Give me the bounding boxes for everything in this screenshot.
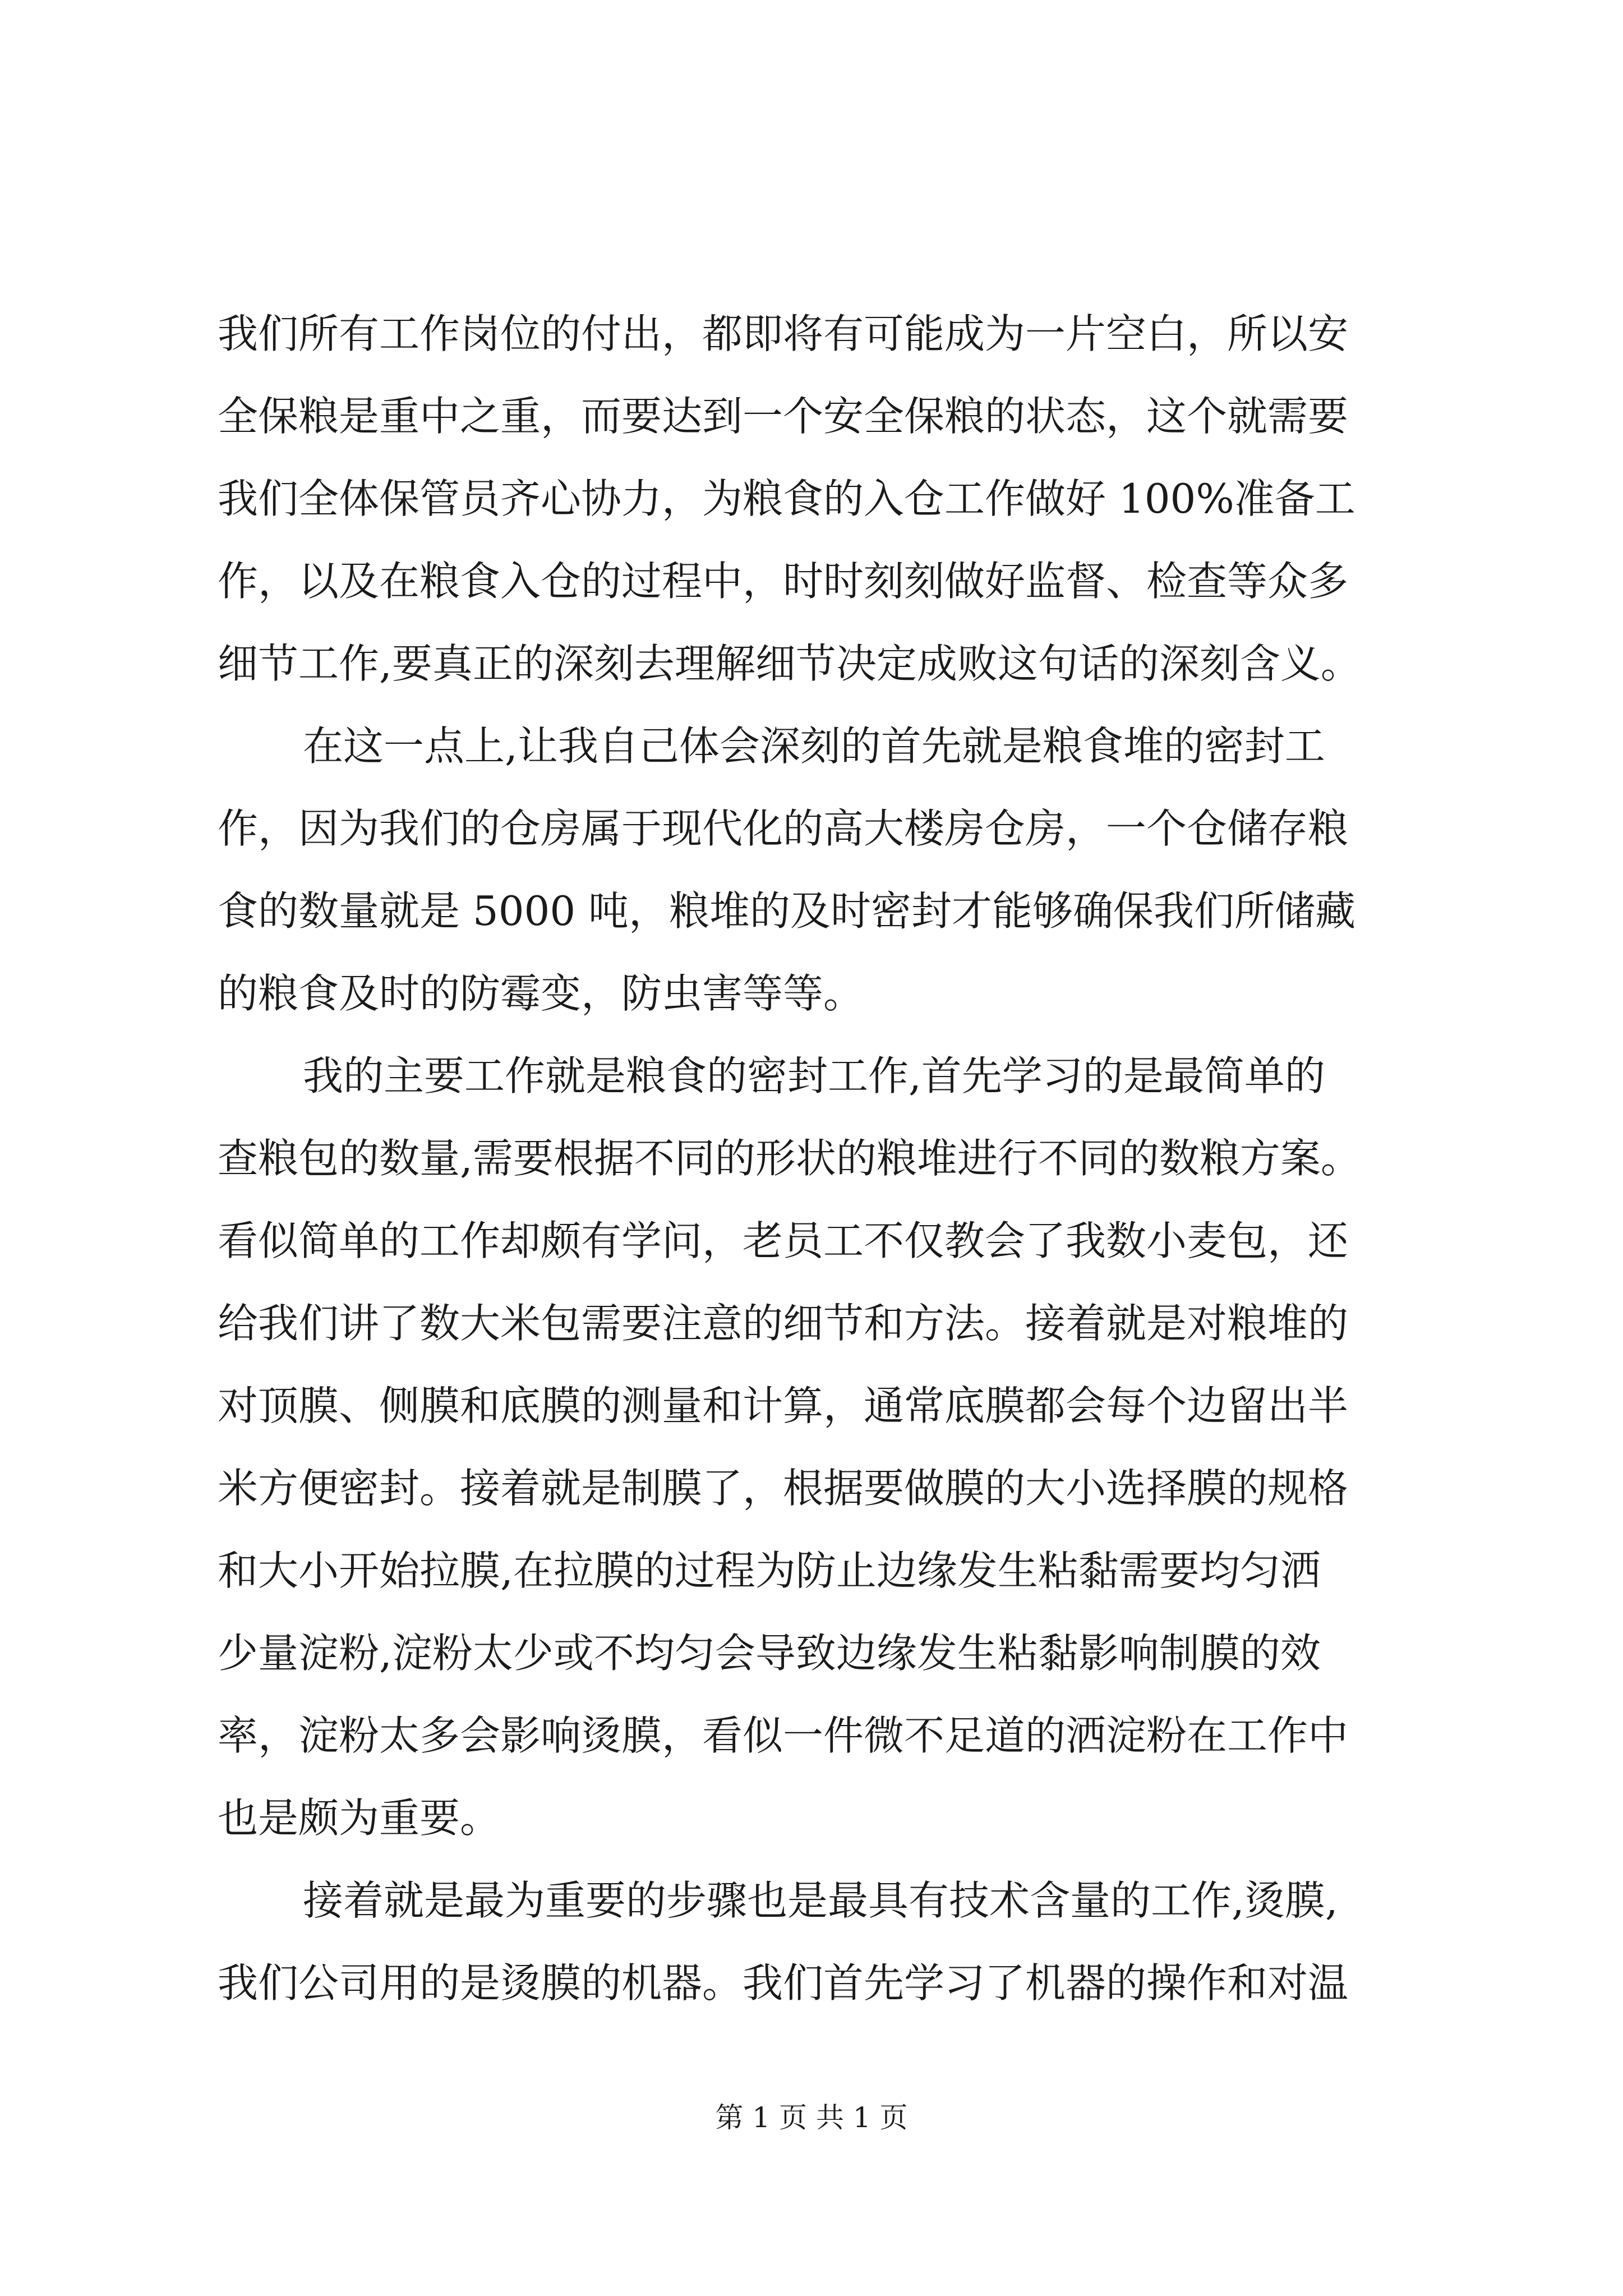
paragraph-3-line-2: 查粮包的数量,需要根据不同的形状的粮堆进行不同的数粮方案。: [218, 1135, 1361, 1182]
paragraph-3-line-5: 对顶膜、侧膜和底膜的测量和计算，通常底膜都会每个边留出半: [218, 1382, 1349, 1429]
paragraph-1-line-5: 细节工作,要真正的深刻去理解细节决定成败这句话的深刻含义。: [218, 640, 1361, 687]
paragraph-1-line-2: 全保粮是重中之重，而要达到一个安全保粮的状态，这个就需要: [218, 393, 1349, 440]
paragraph-3-line-10: 也是颇为重要。: [218, 1795, 501, 1842]
paragraph-2-line-3: 食的数量就是 5000 吨，粮堆的及时密封才能够确保我们所储藏: [218, 887, 1356, 935]
paragraph-3-line-3: 看似简单的工作却颇有学问，老员工不仅教会了我数小麦包，还: [218, 1217, 1349, 1264]
paragraph-1-line-3: 我们全体保管员齐心协力，为粮食的入仓工作做好 100%准备工: [218, 475, 1355, 522]
paragraph-2-line-1: 在这一点上,让我自己体会深刻的首先就是粮食堆的密封工: [303, 723, 1325, 770]
paragraph-3-line-9: 率，淀粉太多会影响烫膜，看似一件微不足道的洒淀粉在工作中: [218, 1712, 1349, 1759]
paragraph-3-line-7: 和大小开始拉膜,在拉膜的过程为防止边缘发生粘黏需要均匀洒: [218, 1547, 1321, 1594]
paragraph-3-line-8: 少量淀粉,淀粉太少或不均匀会导致边缘发生粘黏影响制膜的效: [218, 1630, 1321, 1677]
paragraph-3-line-4: 给我们讲了数大米包需要注意的细节和方法。接着就是对粮堆的: [218, 1300, 1349, 1347]
paragraph-4-line-1: 接着就是最为重要的步骤也是最具有技术含量的工作,烫膜,: [303, 1877, 1338, 1924]
paragraph-2-line-4: 的粮食及时的防霉变，防虫害等等。: [218, 970, 864, 1017]
paragraph-3-line-6: 米方便密封。接着就是制膜了，根据要做膜的大小选择膜的规格: [218, 1465, 1349, 1512]
paragraph-1-line-1: 我们所有工作岗位的付出，都即将有可能成为一片空白，所以安: [218, 310, 1349, 357]
paragraph-3-line-1: 我的主要工作就是粮食的密封工作,首先学习的是最简单的: [303, 1052, 1325, 1099]
paragraph-4-line-2: 我们公司用的是烫膜的机器。我们首先学习了机器的操作和对温: [218, 1959, 1349, 2007]
page-footer: 第 1 页 共 1 页: [715, 2101, 908, 2134]
paragraph-2-line-2: 作，因为我们的仓房属于现代化的高大楼房仓房，一个仓储存粮: [218, 805, 1349, 852]
paragraph-1-line-4: 作，以及在粮食入仓的过程中，时时刻刻做好监督、检查等众多: [218, 558, 1349, 605]
